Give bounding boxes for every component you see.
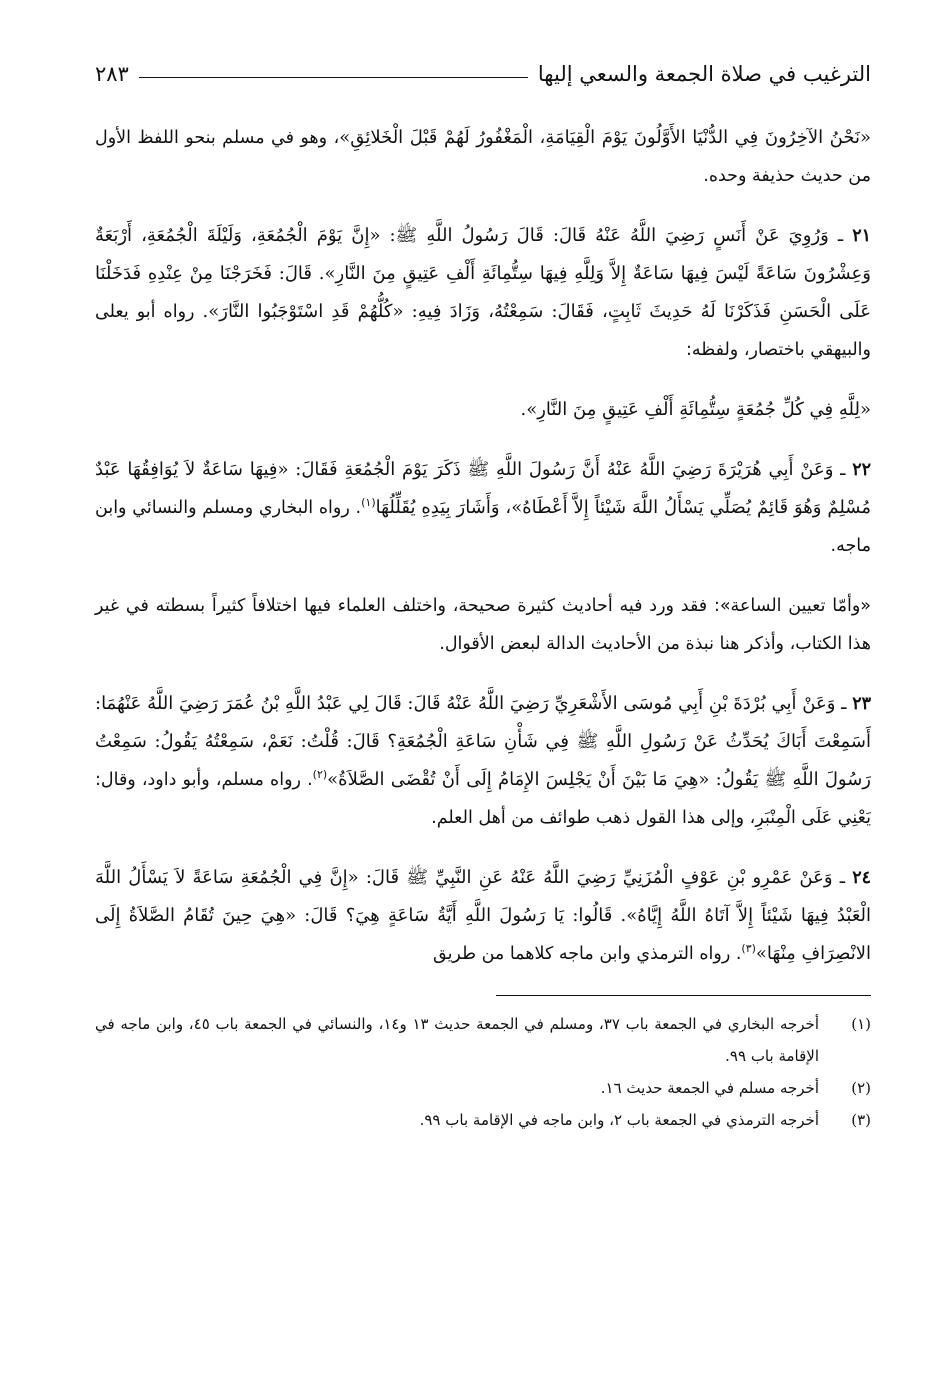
hadith-21 xyxy=(95,217,871,369)
commentary-text: . رواه مسلم، وأبو داود، وقال: يَعْنِي عَلَى الْمِنْبَرِ، وإلى هذا القول ذهب طوائف من أهل العلم. xyxy=(95,770,871,828)
commentary-text: رواه أبو يعلى والبيهقي باختصار، ولفظه: xyxy=(95,302,871,360)
running-title: الترغيب في صلاة الجمعة والسعي إليها xyxy=(537,62,871,86)
hadith-number: ٢٣ xyxy=(852,694,871,714)
footnote-reference[interactable]: (٢) xyxy=(312,768,328,782)
page-number: ٢٨٣ xyxy=(95,62,129,86)
commentary-text: . رواه الترمذي وابن ماجه كلاهما من طريق xyxy=(432,944,742,964)
footnote-text: أخرجه الترمذي في الجمعة باب ٢، وابن ماجه في الإقامة باب ٩٩. xyxy=(419,1111,819,1129)
footnote-reference[interactable]: (١) xyxy=(361,496,376,510)
footnote-marker: (١) xyxy=(851,1015,871,1033)
hadith-number: ٢٢ xyxy=(852,460,871,480)
main-text xyxy=(95,119,871,973)
hadith-21-wording xyxy=(95,391,871,429)
paragraph-continuation xyxy=(95,119,871,195)
footnote-marker: (٣) xyxy=(851,1111,871,1129)
footnote-item xyxy=(95,1008,871,1072)
commentary-paragraph xyxy=(95,587,871,663)
hadith-quote: ـ وَعَنْ أَبِي هُرَيْرَةَ رَضِيَ اللَّهُ عَنْهُ أَنَّ رَسُولَ اللَّهِ ﷺ ذَكَرَ يَوْمَ الْجُمُعَةِ فَقَالَ: «فِيهَا سَاعَةٌ لاَ يُوَافِقُهَا عَبْدٌ مُسْلِمٌ وَهُوَ قَائِمٌ يُصَلِّي يَسْأَلُ اللَّهَ شَيْئاً إِلاَّ أَعْطَاهُ»، وَأَشَارَ بِيَدِهِ يُقَلِّلُهَا xyxy=(95,459,871,518)
hadith-quote: ـ وَرُوِيَ عَنْ أَنَسٍ رَضِيَ اللَّهُ عَنْهُ قَالَ: قَالَ رَسُولُ اللَّهِ ﷺ: «إِنَّ يَوْمَ الْجُمُعَةِ، وَلَيْلَةَ الْجُمُعَةِ، أَرْبَعَةٌ وَعِشْرُونَ سَاعَةً لَيْسَ فِيهَا سَاعَةٌ إِلاَّ وَلِلَّهِ فِيهَا سِتُّمِائَةِ أَلْفِ عَتِيقٍ مِنَ النَّارِ». قَالَ: فَخَرَجْنَا مِنْ عِنْدِهِ فَدَخَلْنَا عَلَى الْحَسَنِ فَذَكَرْنَا لَهُ حَدِيثَ ثَابِتٍ، فَقَالَ: سَمِعْتُهُ، وَزَادَ فِيهِ: «كُلُّهُمْ قَدِ اسْتَوْجَبُوا النَّارَ». xyxy=(95,225,871,322)
hadith-24 xyxy=(95,859,871,973)
footnote-separator xyxy=(496,995,871,996)
hadith-quote: ـ وَعَنْ عَمْرِو بْنِ عَوْفٍ الْمُزَنِيِّ رَضِيَ اللَّهُ عَنْهُ عَنِ النَّبِيِّ ﷺ قَالَ: «إِنَّ فِي الْجُمُعَةِ سَاعَةً لاَ يَسْأَلُ اللَّهَ الْعَبْدُ فِيهَا شَيْئاً إِلاَّ آتَاهُ اللَّهُ إِيَّاهُ». قَالُوا: يَا رَسُولَ اللَّهِ أَيَّةُ سَاعَةٍ هِيَ؟ قَالَ: «هِيَ حِينَ تُقَامُ الصَّلاَةُ إِلَى الانْصِرَافِ مِنْهَا» xyxy=(95,867,871,964)
running-header xyxy=(95,55,871,93)
hadith-quote: ـ وَعَنْ أَبِي بُرْدَةَ بْنِ أَبِي مُوسَى الأَشْعَرِيِّ رَضِيَ اللَّهُ عَنْهُ قَالَ: قَالَ لِي عَبْدُ اللَّهِ بْنُ عُمَرَ رَضِيَ اللَّهُ عَنْهُمَا: أَسَمِعْتَ أَبَاكَ يُحَدِّثُ عَنْ رَسُولِ اللَّهِ ﷺ فِي شَأْنِ سَاعَةِ الْجُمُعَةِ؟ قَالَ: قُلْتُ: نَعَمْ، سَمِعْتُهُ يَقُولُ: سَمِعْتُ رَسُولَ اللَّهِ ﷺ يَقُولُ: «هِيَ مَا بَيْنَ أَنْ يَجْلِسَ الإِمَامُ إِلَى أَنْ تُقْضَى الصَّلاَةُ» xyxy=(95,693,871,790)
hadith-quote: «لِلَّهِ فِي كُلِّ جُمُعَةٍ سِتُّمِائَةِ أَلْفِ عَتِيقٍ مِنَ النَّارِ». xyxy=(520,399,871,420)
hadith-quote: «نَحْنُ الآخِرُونَ فِي الدُّنْيَا الأَوَّلُونَ يَوْمَ الْقِيَامَةِ، الْمَغْفُورُ لَهُمْ قَبْلَ الْخَلائِقِ»، xyxy=(333,127,871,148)
hadith-number: ٢١ xyxy=(852,226,871,246)
footnote-item xyxy=(95,1072,871,1104)
footnote-marker: (٢) xyxy=(851,1079,871,1097)
commentary-text: . رواه البخاري ومسلم والنسائي وابن ماجه. xyxy=(95,498,871,556)
footnotes xyxy=(95,1008,871,1136)
hadith-23 xyxy=(95,685,871,837)
header-rule xyxy=(139,77,528,78)
hadith-22 xyxy=(95,451,871,565)
hadith-number: ٢٤ xyxy=(852,868,871,888)
footnote-reference[interactable]: (٣) xyxy=(741,942,756,956)
commentary-text: «وأمّا تعيين الساعة»: فقد ورد فيه أحاديث كثيرة صحيحة، واختلف العلماء فيها اختلافاً كثيراً بسطته في غير هذا الكتاب، وأذكر هنا نبذة من الأحاديث الدالة لبعض الأقوال. xyxy=(95,596,871,654)
footnote-text: أخرجه البخاري في الجمعة باب ٣٧، ومسلم في الجمعة حديث ١٣ و١٤، والنسائي في الجمعة باب ٤٥، وابن ماجه في الإقامة باب ٩٩. xyxy=(95,1015,819,1065)
commentary-text: وهو في مسلم بنحو اللفظ الأول من حديث حذيفة وحده. xyxy=(95,128,871,186)
footnote-item xyxy=(95,1104,871,1136)
book-page xyxy=(95,55,871,1333)
footnote-text: أخرجه مسلم في الجمعة حديث ١٦. xyxy=(600,1079,819,1097)
